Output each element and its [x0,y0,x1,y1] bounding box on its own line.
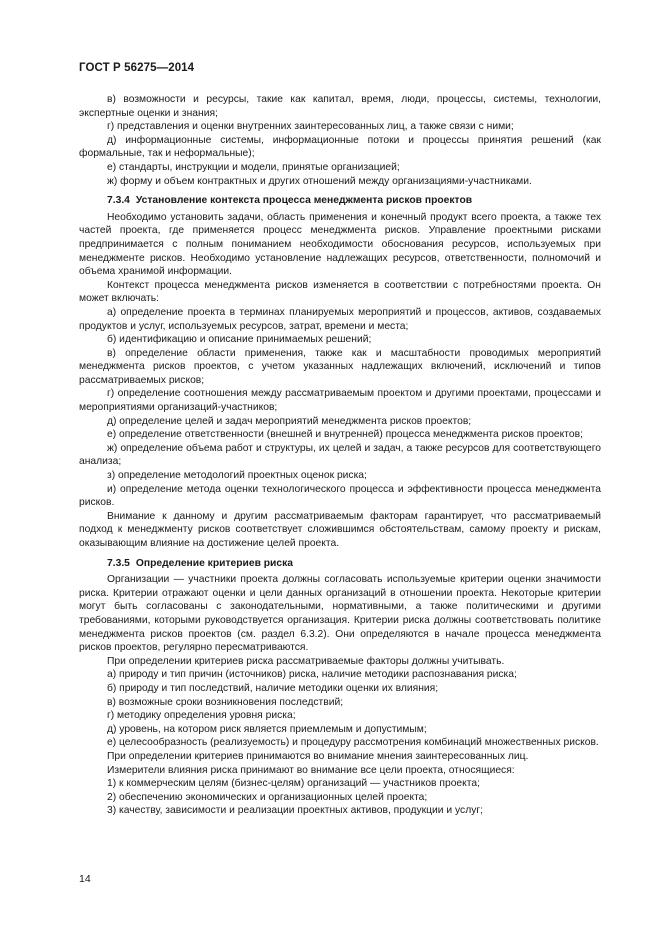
paragraph: г) методику определения уровня риска; [107,710,296,722]
paragraph: При определении критериев риска рассматриваемые факторы должны учитывать. [107,655,505,667]
section-heading [79,557,601,571]
section-heading [79,194,601,208]
paragraph: Контекст процесса менеджмента рисков изменяется в соответствии с потребностями проекта. Он может включать: [79,279,601,305]
paragraph: Измерители влияния риска принимают во внимание все цели проекта, относящиеся: [107,764,515,776]
paragraph: 1) к коммерческим целям (бизнес-целям) организаций — участников проекта; [107,778,480,790]
paragraph: г) представления и оценки внутренних заинтересованных лиц, а также связи с ними; [107,121,514,133]
paragraph: 3) качеству, зависимости и реализации проектных активов, продукции и услуг; [107,805,483,817]
paragraph: в) возможности и ресурсы, такие как капитал, время, люди, процессы, системы, технологии, экспертные оценки и знания; [79,94,601,119]
paragraph: ж) форму и объем контрактных и других отношений между организациями-участниками. [107,175,532,187]
paragraph: д) уровень, на котором риск является приемлемым и допустимым; [107,723,427,735]
paragraph: б) идентификацию и описание принимаемых решений; [107,334,372,346]
paragraph: в) возможные сроки возникновения последствий; [107,696,344,708]
paragraph: а) природу и тип причин (источников) риска, наличие методики распознавания риска; [107,669,517,681]
paragraph: е) определение ответственности (внешней и внутренней) процесса менеджмента рисков проектов; [107,429,583,441]
paragraph: е) целесообразность (реализуемость) и процедуру рассмотрения комбинаций множественных рисков. [107,737,599,749]
paragraph: ж) определение объема работ и структуры, их целей и задач, а также ресурсов для соответствующего анализа; [79,442,601,468]
paragraph: Внимание к данному и другим рассматриваемым факторам гарантирует, что рассматриваемый подход к менеджменту рисков соответствует сложившимся обстоятельствам, самому проекту и рискам, оказывающим влияние на достижение целей проекта. [79,510,601,549]
paragraph: д) определение целей и задач мероприятий менеджмента рисков проектов; [107,415,472,427]
paragraph: б) природу и тип последствий, наличие методики оценки их влияния; [107,682,439,694]
section-title: Установление контекста процесса менеджмента рисков проектов [135,195,473,207]
paragraph: е) стандарты, инструкции и модели, принятые организацией; [107,161,400,173]
section-number: 7.3.5 [107,557,130,569]
document-body [79,93,601,818]
document-header: ГОСТ Р 56275—2014 [79,62,195,74]
section-title: Определение критериев риска [135,557,293,569]
section-number: 7.3.4 [107,195,130,207]
paragraph: з) определение методологий проектных оценок риска; [107,470,367,482]
paragraph: Необходимо установить задачи, область применения и конечный продукт всего проекта, а также тех частей проекта, где применяется процесс менеджмента рисков. Управление проектными рисками предпринимается с полным пониманием необходимости обоснования ресурсов, используемых при менеджменте рисков. Необходимо установление надлежащих ресурсов, ответственности, полномочий и объема хранимой информации. [79,211,601,278]
paragraph: 2) обеспечению экономических и организационных целей проекта; [107,791,428,803]
paragraph: а) определение проекта в терминах планируемых мероприятий и процессов, активов, создаваемых продуктов и услуг, используемых ресурсов, затрат, времени и места; [79,306,601,332]
paragraph: Организации — участники проекта должны согласовать используемые критерии оценки значимости риска. Критерии отражают оценки и цели данных организаций в отношении проекта. Некоторые критерии могут быть согласованы с законодательными, нормативными, а также политическими и другими требованиями, которыми руководствуется организация. Критерии риска должны соответствовать политике менеджмента рисков проектов (см. раздел 6.3.2). Они определяются в начале процесса менеджмента рисков проектов, регулярно пересматриваются. [79,574,601,654]
page-number: 14 [79,873,91,885]
paragraph: г) определение соотношения между рассматриваемым проектом и другими проектами, процессами и мероприятиями организаций-участников; [79,388,601,414]
paragraph: в) определение области применения, также как и масштабности проводимых мероприятий менеджмента рисков проектов, с учетом указанных надлежащих включений, исключений и типов рассматриваемых рисков; [79,347,601,386]
paragraph: При определении критериев принимаются во внимание мнения заинтересованных лиц. [107,750,529,762]
paragraph: и) определение метода оценки технологического процесса и эффективности процесса менеджмента рисков. [79,483,601,509]
paragraph: д) информационные системы, информационные потоки и процессы принятия решений (как формальные, так и неформальные); [79,134,601,160]
